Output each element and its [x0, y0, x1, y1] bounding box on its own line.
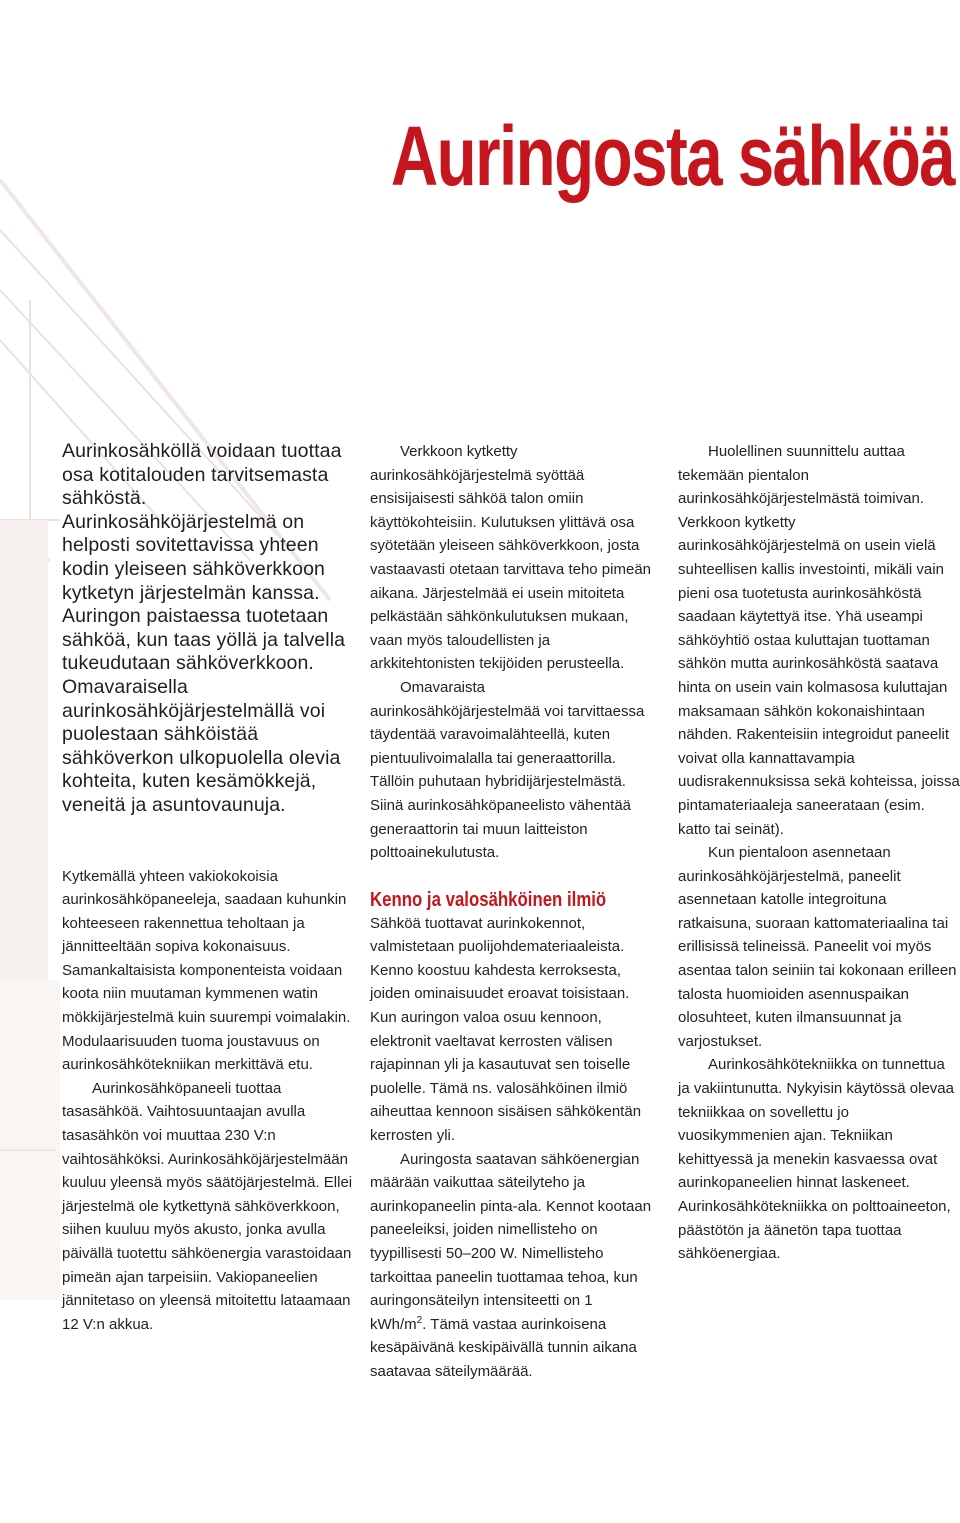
paragraph: Aurinkosähköpaneeli tuottaa tasasähköä. Vaihtosuuntaajan avulla tasasähkön voi muuttaa 230 V:n vaihtosähköksi. Aurinkosähköjärjestelmään kuuluu yleensä myös säätöjärjestelmä. Ellei järjestelmä ole kytkettynä sähköverkkoon, siihen kuuluu myös akusto, jonka avulla päivällä tuotettu sähköenergia varastoidaan pimeän ajan tarpeisiin. Vakiopaneelien jännitetaso on yleensä mitoitettu lataamaan 12 V:n akkua.	[62, 1079, 353, 1333]
paragraph-text: . Tämä vastaa aurinkoisena kesäpäivänä keskipäivällä tunnin aikana saatavaa säteilymäärää.	[370, 1315, 637, 1380]
lead-paragraph: Aurinkosähköllä voidaan tuottaa osa kotitalouden tarvitsemasta sähköstä. Aurinkosähköjärjestelmä on helposti sovitettavissa yhteen kodin yleiseen sähköverkkoon kytketyn järjestelmän kanssa. Auringon paistaessa tuotetaan sähköä, kun taas yöllä ja talvella tukeudutaan sähköverkkoon. Omavaraisella aurinkosähköjärjestelmällä voi puolestaan sähköistää sähköverkon ulkopuolella olevia kohteita, kuten kesämökkejä, veneitä ja asuntovaunuja.	[62, 440, 346, 816]
paragraph-text: Auringosta saatavan sähköenergian määrään vaikuttaa säteilyteho ja aurinkopaneelin pinta-ala. Kennot kootaan paneeleiksi, joiden nimellisteho on tyypillisesti 50–200 W. Nimellisteho tarkoittaa paneelin tuottamaa tehoa, kun auringonsäteilyn intensiteetti on 1 kWh/m	[370, 1150, 652, 1333]
paragraph: Sähköä tuottavat aurinkokennot, valmistetaan puolijohdemateriaaleista. Kenno koostuu kahdesta kerroksesta, joiden ominaisuudet eroavat toisistaan. Kun auringon valoa osuu kennoon, elektronit vaeltavat kerrosten välisen rajapinnan yli ja kasautuvat sen toiselle puolelle. Tämä ns. valosähköinen ilmiö aiheuttaa kennoon sisäisen sähkökentän kerrosten yli.	[370, 914, 642, 1145]
paragraph	[370, 1148, 652, 1384]
paragraph: Verkkoon kytketty aurinkosähköjärjestelmä syöttää ensisijaisesti sähköä talon omiin käyttökohteisiin. Kulutuksen ylittävä osa syötetään yleiseen sähköverkkoon, josta vastaavasti otetaan tarvittava teho pimeän aikana. Järjestelmää ei usein mitoiteta pelkästään sähkönkulutuksen mukaan, vaan myös taloudellisten ja arkkitehtonisten tekijöiden perusteella.	[370, 443, 652, 673]
column-2	[370, 440, 652, 1384]
paragraph: Huolellinen suunnittelu auttaa tekemään pientalon aurinkosähköjärjestelmästä toimivan. Verkkoon kytketty aurinkosähköjärjestelmä on usein vielä suhteellisen kallis investointi, mikäli vain pieni osa tuotetusta aurinkosähköstä saadaan käytettyä itse. Yhä useampi sähköyhtiö ostaa kuluttajan tuottaman sähkön mutta aurinkosähköstä saatava hinta on usein vain kolmasosa kuluttajan maksamaan sähkön kokonaishintaan nähden. Rakenteisiin integroidut paneelit voivat olla kannattavampia uudisrakennuksissa sekä kohteissa, joissa pintamateriaaleja saneerataan (esim. katto tai seinät).	[678, 443, 960, 838]
section-heading: Kenno ja valosähköinen ilmiö	[370, 888, 607, 911]
paragraph: Kytkemällä yhteen vakiokokoisia aurinkosähköpaneeleja, saadaan kuhunkin kohteeseen rakennettua teholtaan ja jännitteeltään sopiva kokonaisuus. Samankaltaisista komponenteista voidaan koota niin muutaman kymmenen watin mökkijärjestelmä kuin suurempi voimalakin. Modulaarisuuden tuoma joustavuus on aurinkosähkötekniikan merkittävä etu.	[62, 867, 351, 1074]
paragraph: Aurinkosähkötekniikka on tunnettua ja vakiintunutta. Nykyisin käytössä olevaa tekniikkaa on sovellettu jo vuosikymmenien ajan. Tekniikan kehittyessä ja menekin kasvaessa ovat aurinkopaneelien hinnat laskeneet. Aurinkosähkötekniikka on polttoaineeton, päästötön ja äänetön tapa tuottaa sähköenergiaa.	[678, 1056, 954, 1263]
paragraph: Kun pientaloon asennetaan aurinkosähköjärjestelmä, paneelit asennetaan katolle integroituna ratkaisuna, suoraan kattomateriaalina tai erillisissä telineissä. Paneelit voi myös asentaa talon seiniin tai kokonaan erilleen talosta huomioiden asennuspaikan olosuhteet, kuten ilmansuunnat ja varjostukset.	[678, 844, 957, 1050]
superscript: 2	[416, 1314, 423, 1326]
column-1	[62, 440, 354, 1336]
column-3	[678, 440, 960, 1266]
column-1-body	[62, 865, 354, 1337]
paragraph: Omavaraista aurinkosähköjärjestelmää voi tarvittaessa täydentää varavoimalähteellä, kuten pientuulivoimalalla tai generaattorilla. Tällöin puhutaan hybridijärjestelmästä. Siinä aurinkosähköpaneelisto vähentää generaattorin tai muun laitteiston polttoainekulutusta.	[370, 678, 645, 862]
page-title: Auringosta sähköä	[390, 109, 954, 203]
